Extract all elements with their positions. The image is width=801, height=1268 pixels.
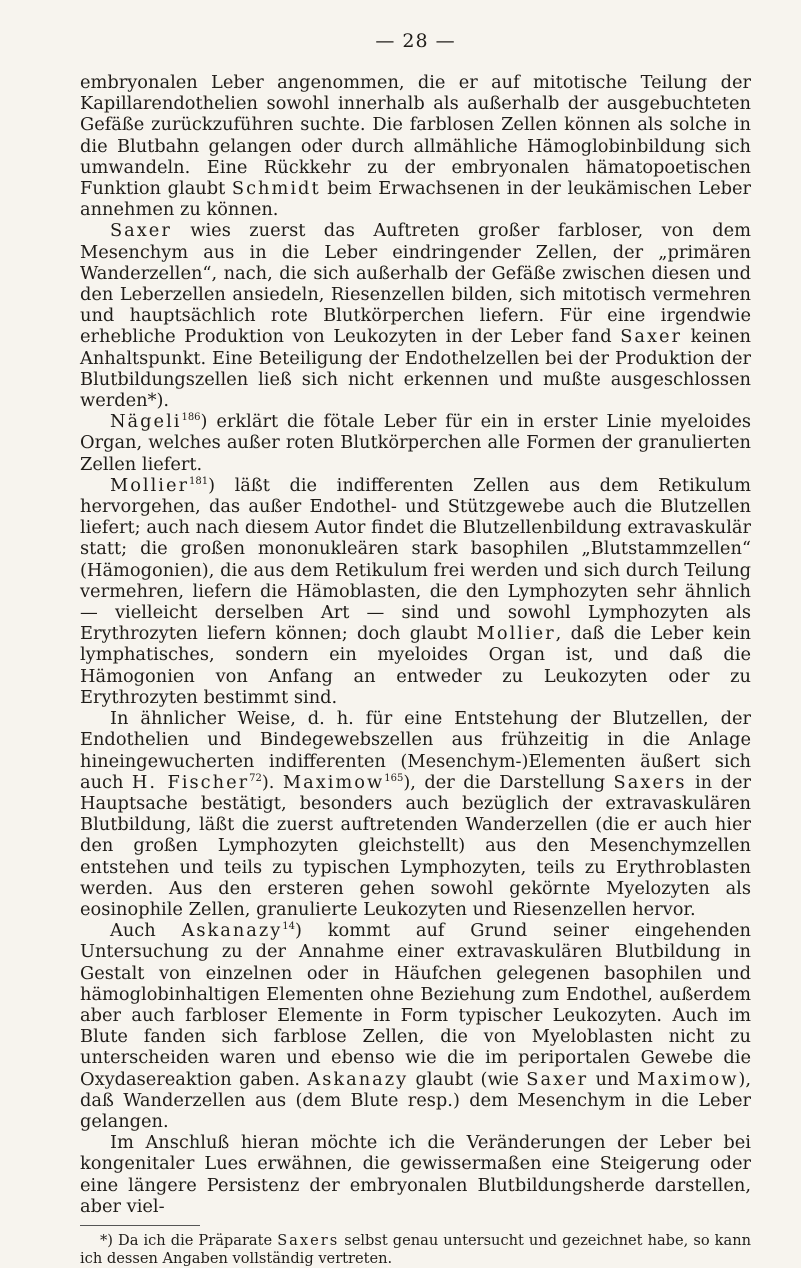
text-run: beim Erwachsenen in der leukämischen Leber annehmen zu können. [80, 178, 751, 221]
text-run: ), der die Darstellung [403, 771, 614, 793]
author-name: Saxers [613, 771, 687, 793]
author-name: Mollier [476, 623, 556, 645]
text-run: , daß die Leber kein lymphatisches, sondern ein myeloides Organ ist, und daß die Hämogonien von Anfang an entweder zu Leukozyten oder zu Erythrozyten bestimmt sind. [80, 623, 752, 708]
author-name: Askanazy [307, 1068, 409, 1090]
text-run: ) läßt die indifferenten Zellen aus dem Retikulum hervorgehen, das außer Endothel- und Stützgewebe auch die Blutzellen liefert; auch nach diesem Autor findet die Blutzellenbildung extravaskulär statt; die großen mononukleären stark basophilen „Blutstammzellen“ (Hämogonien), die aus dem Retikulum frei werden und sich durch Teilung vermehren, liefern die Hämoblasten, die den Lymphozyten sehr ähnlich — vielleicht derselben Art — sind und sowohl Lymphozyten als Erythrozyten liefern können; doch glaubt [80, 474, 751, 645]
author-name: Maximow [637, 1068, 739, 1090]
author-name: Schmidt [231, 178, 321, 200]
paragraph [80, 1132, 751, 1217]
text-run: glaubt (wie [408, 1068, 527, 1090]
paragraph [80, 475, 751, 708]
author-name: Saxer [620, 326, 683, 348]
author-name: Mollier [110, 474, 189, 496]
text-run: keinen Anhaltspunkt. Eine Beteiligung der Endothelzellen bei der Produktion der Blutbildungszellen ließ sich nicht erkennen und mußte ausgeschlossen werden*). [80, 326, 751, 412]
text-run: In ähnlicher Weise, d. h. für eine Entstehung der Blutzellen, der Endothelien und Bindegewebszellen aus frühzeitig in die Anlage hineingewucherten indifferenten (Mesenchym-)Elementen äußert sich auch [80, 708, 751, 793]
paragraph [80, 411, 751, 475]
text-run: Auch [110, 920, 182, 942]
citation-number: 14 [282, 921, 296, 933]
text-run: ), daß Wanderzellen aus (dem Blute resp.) dem Mesenchym in die Leber gelangen. [80, 1068, 752, 1132]
text-run: embryonalen Leber angenommen, die er auf mitotische Teilung der Kapillarendothelien sowohl innerhalb als außerhalb der ausgebuchteten Gefäße zurückzuführen suchte. Die farblosen Zellen können als solche in die Blutbahn gelangen oder durch allmähliche Hämoglobinbildung sich umwandeln. Eine Rückkehr zu der embryonalen hämatopoetischen Funktion glaubt [80, 72, 751, 200]
citation-number: 186 [181, 412, 201, 424]
paragraph [80, 72, 751, 220]
author-name: Nägeli [110, 411, 182, 433]
paragraph [80, 220, 751, 411]
author-name: Askanazy [181, 920, 283, 942]
text-run: *) Da ich die Präparate [100, 1231, 278, 1249]
paragraph [80, 708, 751, 920]
citation-number: 165 [384, 772, 404, 784]
page-number: — 28 — [375, 30, 456, 52]
author-name: H. Fischer [131, 771, 250, 793]
citation-number: 181 [189, 475, 209, 487]
author-name: Saxers [277, 1231, 340, 1249]
footnote [80, 1232, 751, 1268]
text-run: ) kommt auf Grund seiner eingehenden Untersuchung zu der Annahme einer extravaskulären Blutbildung in Gestalt von einzelnen oder in Häufchen gelegenen basophilen und hämoglobinhaltigen Elementen ohne Beziehung zum Endothel, außerdem aber auch farbloser Elemente in Form typischer Leukozyten. Auch im Blute fanden sich farblose Zellen, die von Myeloblasten nicht zu unterscheiden waren und ebenso wie die im periportalen Gewebe die Oxydasereaktion gaben. [80, 920, 751, 1090]
text-run: in der Hauptsache bestätigt, besonders auch bezüglich der extravaskulären Blutbildung, läßt die zuerst auftretenden Wanderzellen (die er auch hier den großen Lymphozyten gleichstellt) aus den Mesenchymzellen entstehen und teils zu typischen Lymphozyten, teils zu Erythroblasten werden. Aus den ersteren gehen sowohl gekörnte Myelozyten als eosinophile Zellen, granulierte Leukozyten und Riesenzellen hervor. [80, 771, 751, 920]
footnote-rule [80, 1225, 200, 1226]
author-name: Maximow [282, 771, 385, 793]
paragraph [80, 920, 751, 1132]
author-name: Saxer [110, 220, 172, 242]
text-run: ) erklärt die fötale Leber für ein in erster Linie myeloides Organ, welches außer roten Blutkörperchen alle Formen der granulierten Zellen liefert. [80, 411, 751, 475]
text-run: und [588, 1068, 638, 1090]
text-run: wies zuerst das Auftreten großer farbloser, von dem Mesenchym aus in die Leber eindringender Zellen, der „primären Wanderzellen“, nach, die sich außerhalb der Gefäße zwischen diesen und den Leberzellen ansiedeln, Riesenzellen bilden, sich mitotisch vermehren und hauptsächlich rote Blutkörperchen liefern. Für eine irgendwie erhebliche Produktion von Leukozyten in der Leber fand [80, 220, 751, 348]
text-run: ). [261, 771, 283, 793]
body-text [80, 72, 751, 1217]
citation-number: 72 [249, 772, 262, 784]
text-run: selbst genau untersucht und gezeichnet habe, so kann ich dessen Angaben vollständig vertreten. [80, 1231, 751, 1267]
author-name: Saxer [526, 1068, 589, 1090]
text-run: Im Anschluß hieran möchte ich die Veränderungen der Leber bei kongenitaler Lues erwähnen, die gewissermaßen eine Steigerung oder eine längere Persistenz der embryonalen Blutbildungsherde darstellen, aber viel- [80, 1132, 751, 1217]
